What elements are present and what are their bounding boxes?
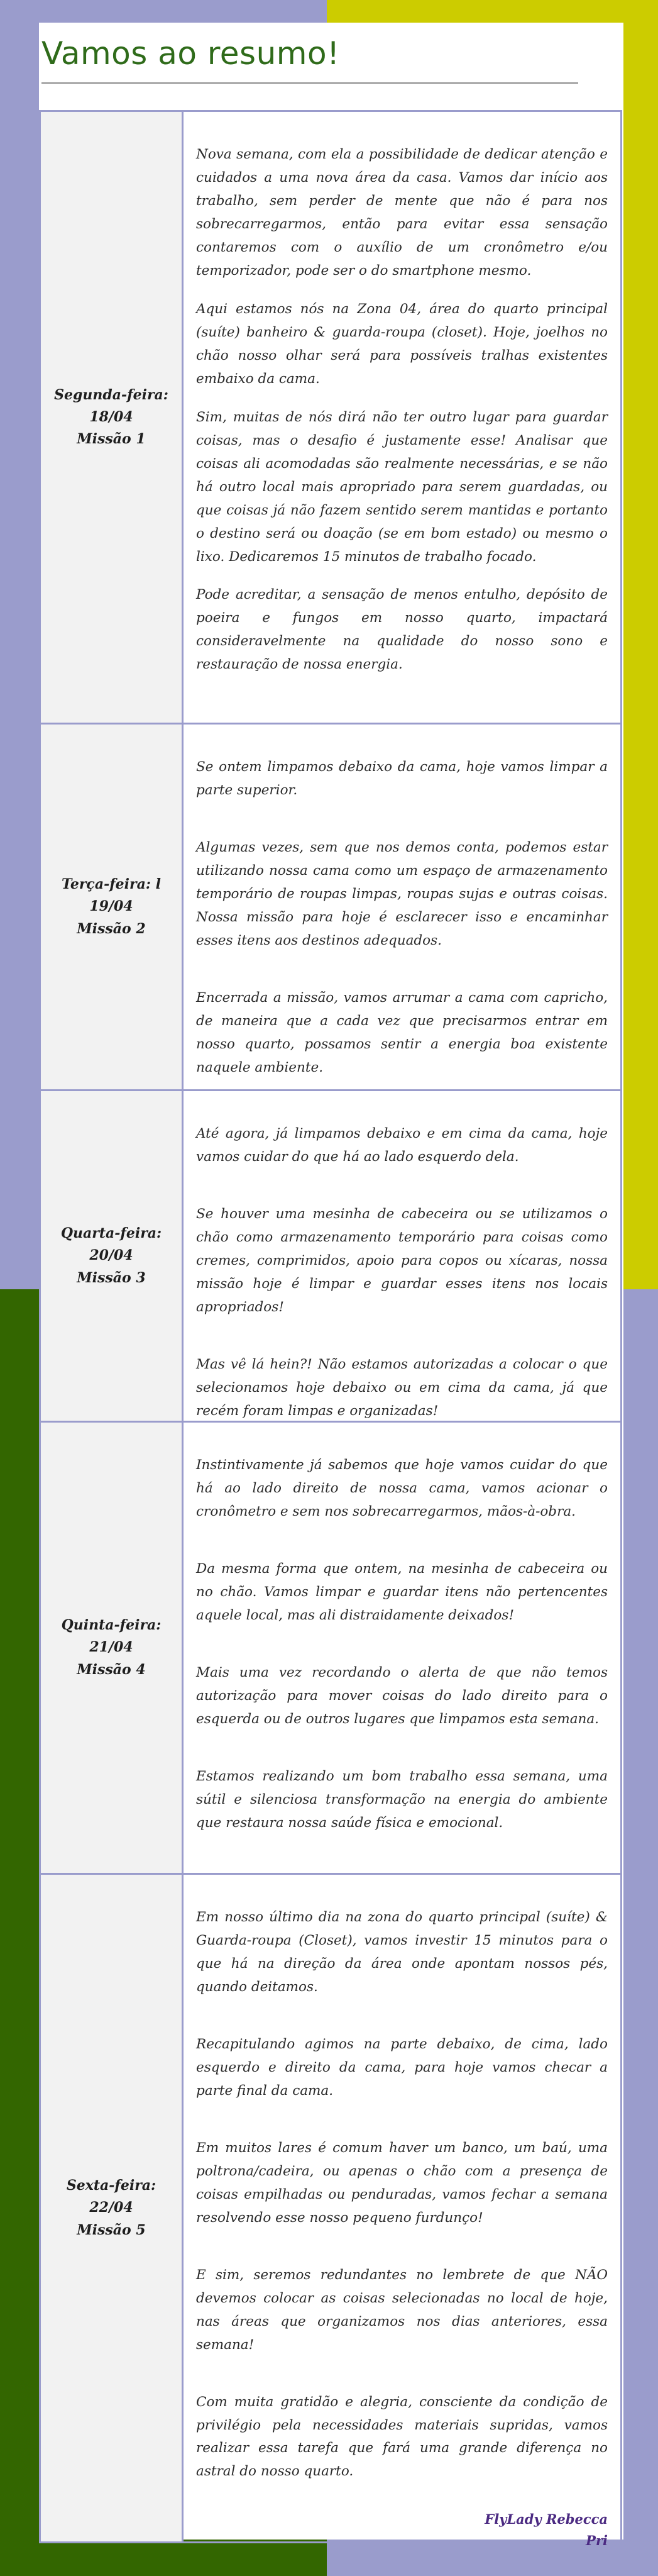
day-cell (41, 1875, 184, 2541)
day-date: 21/04 (89, 1639, 133, 1656)
weekly-missions-table (39, 110, 622, 2548)
mission-label: Missão 3 (77, 1269, 146, 1286)
signature-name: FlyLady Rebecca (485, 2511, 608, 2528)
mission-text-cell (184, 1875, 620, 2548)
table-row-tuesday (41, 724, 620, 1091)
paragraph: Algumas vezes, sem que nos demos conta, podemos estar utilizando nossa cama como um espaço de armazenamento temporário de roupas limpas, roupas sujas e outras coisas. Nossa missão para hoje é esclarecer isso e encaminhar esses itens aos destinos adequados. (196, 839, 608, 948)
day-date: 22/04 (89, 2199, 133, 2216)
paragraph: Se houver uma mesinha de cabeceira ou se utilizamos o chão como armazenamento temporário para coisas como cremes, comprimidos, apoio para copos ou xícaras, nossa missão hoje é limpar e guardar esses itens nos locais apropriados! (196, 1206, 608, 1315)
signature (196, 2509, 608, 2551)
mission-text-cell (184, 1091, 620, 1421)
title-divider (41, 82, 578, 84)
paragraph: Pode acreditar, a sensação de menos entulho, depósito de poeira e fungos em nosso quarto, impactará consideravelmente na qualidade do nosso sono e restauração de nossa energia. (196, 587, 608, 673)
document-page (39, 23, 623, 2548)
paragraph: Encerrada a missão, vamos arrumar a cama com capricho, de maneira que a cada vez que precisarmos entrar em nosso quarto, possamos sentir a energia boa existente naquele ambiente. (196, 989, 608, 1075)
mission-label: Missão 1 (77, 431, 146, 448)
day-date: 19/04 (89, 898, 133, 915)
paragraph: Aqui estamos nós na Zona 04, área do quarto principal (suíte) banheiro & guarda-roupa (closet). Hoje, joelhos no chão nosso olhar será para possíveis tralhas existentes embaixo da cama. (196, 301, 608, 387)
paragraph: Mais uma vez recordando o alerta de que não temos autorização para mover coisas do lado direito para o esquerda ou de outros lugares que limpamos esta semana. (196, 1664, 608, 1727)
paragraph: Mas vê lá hein?! Não estamos autorizadas a colocar o que selecionamos hoje debaixo ou em cima da cama, já que recém foram limpas e organizadas! (196, 1356, 608, 1419)
paragraph: Em muitos lares é comum haver um banco, um baú, uma poltrona/cadeira, ou apenas o chão com a presença de coisas empilhadas ou penduradas, vamos fechar a semana resolvendo esse nosso pequeno furdunço! (196, 2140, 608, 2226)
day-date: 20/04 (89, 1247, 133, 1264)
paragraph: Se ontem limpamos debaixo da cama, hoje vamos limpar a parte superior. (196, 759, 608, 798)
paragraph: Sim, muitas de nós dirá não ter outro lugar para guardar coisas, mas o desafio é justamente esse! Analisar que coisas ali acomodadas são realmente necessárias, e se não há outro local mais apropriado para serem guardadas, ou que coisas já não fazem sentido serem mantidas e portanto o destino será ou doação (se em bom estado) ou mesmo o lixo. Dedicaremos 15 minutos de trabalho focado. (196, 409, 608, 565)
table-row-friday (41, 1875, 620, 2548)
signature-name-second-line: Pri (586, 2533, 608, 2548)
day-name: Quarta-feira: (60, 1225, 162, 1242)
mission-label: Missão 5 (77, 2221, 146, 2238)
mission-label: Missão 4 (77, 1661, 146, 1678)
mission-text-cell (184, 112, 620, 723)
day-cell (41, 1091, 184, 1421)
day-date: 18/04 (89, 408, 133, 425)
table-row-thursday (41, 1423, 620, 1875)
paragraph: Da mesma forma que ontem, na mesinha de cabeceira ou no chão. Vamos limpar e guardar itens não pertencentes aquele local, mas ali distraidamente deixados! (196, 1560, 608, 1623)
paragraph: Recapitulando agimos na parte debaixo, de cima, lado esquerdo e direito da cama, para hoje vamos checar a parte final da cama. (196, 2036, 608, 2099)
day-name: Quinta-feira: (61, 1617, 162, 1634)
paragraph: Com muita gratidão e alegria, consciente da condição de privilégio pela necessidades materiais supridas, vamos realizar essa tarefa que fará uma grande diferença no astral do nosso quarto. (196, 2394, 608, 2480)
day-name: Sexta-feira: (66, 2177, 156, 2194)
table-row-monday (41, 112, 620, 724)
paragraph: Instintivamente já sabemos que hoje vamos cuidar do que há ao lado direito de nossa cama, vamos acionar o cronômetro e sem nos sobrecarregarmos, mãos-à-obra. (196, 1457, 608, 1519)
page-title: Vamos ao resumo! (41, 35, 340, 72)
day-name: Segunda-feira: (54, 386, 168, 403)
paragraph: E sim, seremos redundantes no lembrete de que NÃO devemos colocar as coisas selecionadas no local de hoje, nas áreas que organizamos nos dias anteriores, essa semana! (196, 2267, 608, 2353)
paragraph: Nova semana, com ela a possibilidade de dedicar atenção e cuidados a uma nova área da casa. Vamos dar início aos trabalho, sem perder de mente que não é para nos sobrecarregarmos, então para evitar essa sensação contaremos com o auxílio de um cronômetro e/ou temporizador, pode ser o do smartphone mesmo. (196, 147, 608, 279)
table-row-wednesday (41, 1091, 620, 1423)
paragraph: Em nosso último dia na zona do quarto principal (suíte) & Guarda-roupa (Closet), vamos investir 15 minutos para o que há na direção da área onde apontam nossos pés, quando deitamos. (196, 1909, 608, 1995)
day-name: Terça-feira: l (61, 876, 162, 893)
day-cell (41, 1423, 184, 1873)
mission-text-cell (184, 1423, 620, 1873)
paragraph: Até agora, já limpamos debaixo e em cima da cama, hoje vamos cuidar do que há ao lado esquerdo dela. (196, 1126, 608, 1165)
mission-label: Missão 2 (77, 920, 146, 937)
day-cell (41, 112, 184, 723)
day-cell (41, 724, 184, 1089)
mission-text-cell (184, 724, 620, 1089)
paragraph: Estamos realizando um bom trabalho essa semana, uma sútil e silenciosa transformação na energia do ambiente que restaura nossa saúde física e emocional. (196, 1768, 608, 1831)
